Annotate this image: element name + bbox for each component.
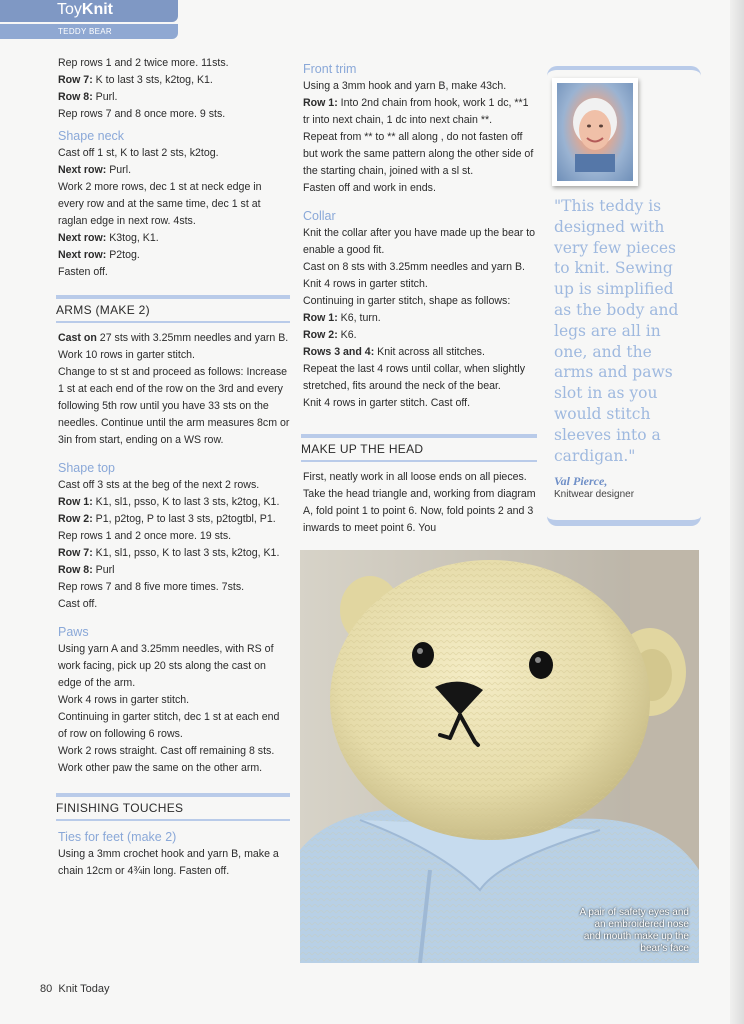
instruction-label: Next row: (58, 249, 107, 261)
instruction-line (58, 545, 290, 562)
instruction-text: Using a 3mm hook and yarn B, make 43ch. (303, 80, 507, 92)
instruction-text: Cast on 8 sts with 3.25mm needles and yarn B. (303, 261, 525, 273)
instruction-line (303, 259, 537, 276)
instruction-line (303, 469, 537, 537)
instruction-text: Fasten off. (58, 266, 108, 278)
instruction-text: Rep rows 1 and 2 twice more. 11sts. (58, 57, 229, 69)
instruction-line (303, 78, 537, 95)
instruction-label: Next row: (58, 232, 107, 244)
instruction-text: K to last 3 sts, k2tog, K1. (92, 74, 213, 86)
instruction-text: Repeat from ** to ** all along , do not fasten off but work the same pattern along the other side of the starting chain, joined with a sl st. (303, 131, 534, 177)
instruction-line (58, 89, 290, 106)
instruction-line (58, 709, 290, 743)
instruction-text: K6, turn. (337, 312, 381, 324)
instruction-text: Work 10 rows in garter stitch. (58, 349, 195, 361)
instruction-text: Using yarn A and 3.25mm needles, with RS of work facing, pick up 20 sts along the cast on edge of the arm. (58, 643, 274, 689)
designer-quote: "This teddy is designed with very few pieces to knit. Sewing up is simplified as the body and legs are all in one, and the arms and paws slot in as you would stitch sleeves into a cardigan." (554, 197, 679, 465)
designer-photo (552, 78, 638, 186)
shape-top-heading: Shape top (58, 461, 115, 475)
designer-name: Val Pierce, (554, 474, 608, 488)
instruction-text: K1, sl1, psso, K to last 3 sts, k2tog, K1. (92, 547, 280, 559)
instruction-text: Cast off 1 st, K to last 2 sts, k2tog. (58, 147, 219, 159)
instruction-label: Row 1: (58, 496, 93, 508)
instruction-line (58, 72, 290, 89)
instruction-line (58, 230, 290, 247)
instruction-line (58, 494, 290, 511)
instruction-text: K6. (337, 329, 357, 341)
instruction-line (303, 361, 537, 395)
instruction-line (58, 330, 290, 347)
collar-heading: Collar (303, 209, 336, 223)
magazine-name: Knit Today (58, 983, 110, 995)
instruction-text: Repeat the last 4 rows until collar, when slightly stretched, fits around the neck of the bear. (303, 363, 525, 392)
instruction-text: Knit 4 rows in garter stitch. (303, 278, 428, 290)
instruction-line (58, 347, 290, 364)
instruction-text: Cast off 3 sts at the beg of the next 2 rows. (58, 479, 260, 491)
page-gutter-shadow (730, 0, 744, 1024)
page-number: 80 (40, 983, 53, 995)
instruction-text: Continuing in garter stitch, dec 1 st at each end of row on following 6 rows. (58, 711, 280, 740)
instruction-text: P2tog. (106, 249, 140, 261)
instruction-text: K3tog, K1. (106, 232, 159, 244)
instruction-text: Work 4 rows in garter stitch. (58, 694, 190, 706)
instruction-line (303, 276, 537, 293)
head-section-heading: MAKE UP THE HEAD (301, 434, 537, 462)
shape-neck-heading: Shape neck (58, 129, 125, 143)
instruction-text: Work 2 more rows, dec 1 st at neck edge in every row and at the same time, dec 1 st at raglan edge in next row. 4sts. (58, 181, 262, 227)
instruction-line (303, 129, 537, 180)
head-block (303, 469, 537, 537)
shape-top-block (58, 477, 290, 613)
instruction-line (58, 562, 290, 579)
instruction-line (303, 180, 537, 197)
teddy-bear-illustration (300, 550, 699, 963)
instruction-line (303, 293, 537, 310)
brand-light: Toy (57, 1, 82, 18)
instruction-text: Purl (92, 564, 115, 576)
instruction-line (58, 247, 290, 264)
instruction-text: Knit across all stitches. (374, 346, 485, 358)
instruction-line (58, 264, 290, 281)
paws-heading: Paws (58, 625, 89, 639)
instruction-text: Rep rows 7 and 8 once more. 9 sts. (58, 108, 226, 120)
instruction-label: Row 8: (58, 564, 93, 576)
instruction-label: Row 7: (58, 74, 93, 86)
front-trim-block (303, 78, 537, 197)
instruction-text: Work 2 rows straight. Cast off remaining 8 sts. (58, 745, 275, 757)
instruction-line (58, 846, 290, 880)
instruction-label: Next row: (58, 164, 107, 176)
instruction-line (58, 528, 290, 545)
instruction-label: Row 7: (58, 547, 93, 559)
teddy-bear-photo (300, 550, 699, 963)
instruction-line (303, 225, 537, 259)
instruction-line (58, 743, 290, 760)
instruction-text: 27 sts with 3.25mm needles and yarn B. (96, 332, 289, 344)
arms-section-heading: ARMS (MAKE 2) (56, 295, 290, 323)
instruction-line (58, 760, 290, 777)
instruction-text: K1, sl1, psso, K to last 3 sts, k2tog, K1. (92, 496, 280, 508)
instruction-line (58, 511, 290, 528)
photo-caption: A pair of safety eyes and an embroidered nose and mouth make up the bear's face (579, 907, 689, 954)
shape-neck-block (58, 145, 290, 281)
instruction-line (58, 364, 290, 449)
instruction-text: Cast off. (58, 598, 98, 610)
instruction-line (303, 395, 537, 412)
instruction-line (58, 162, 290, 179)
finishing-section-heading: FINISHING TOUCHES (56, 793, 290, 821)
instruction-text: Knit the collar after you have made up the bear to enable a good fit. (303, 227, 536, 256)
instruction-line (58, 692, 290, 709)
instruction-label: Row 8: (58, 91, 93, 103)
instruction-text: Into 2nd chain from hook, work 1 dc, **1 tr into next chain, 1 dc into next chain **. (303, 97, 529, 126)
instruction-line (58, 596, 290, 613)
instruction-line (58, 579, 290, 596)
instruction-line (303, 344, 537, 361)
instruction-text: Work other paw the same on the other arm. (58, 762, 263, 774)
intro-block (58, 55, 290, 123)
instruction-label: Rows 3 and 4: (303, 346, 375, 358)
designer-role: Knitwear designer (554, 489, 635, 500)
instruction-line (303, 327, 537, 344)
column-left (58, 55, 290, 880)
instruction-text: Change to st st and proceed as follows: Increase 1 st at each end of the row on the 3rd and every following 5th row until you have 33 sts on the needles. Continue until the arm measures 8cm or 3in from start, ending on a WS row. (58, 366, 290, 446)
instruction-line (303, 310, 537, 327)
instruction-line (58, 106, 290, 123)
ties-block (58, 846, 290, 880)
instruction-text: Continuing in garter stitch, shape as follows: (303, 295, 511, 307)
instruction-text: Purl. (106, 164, 132, 176)
instruction-label: Row 2: (58, 513, 93, 525)
instruction-label: Row 1: (303, 97, 338, 109)
instruction-label: Cast on (58, 332, 97, 344)
brand-bold: Knit (81, 1, 114, 18)
page-footer (40, 983, 110, 995)
instruction-line (58, 477, 290, 494)
designer-portrait-icon (565, 92, 625, 172)
instruction-line (303, 95, 537, 129)
arms-block (58, 330, 290, 449)
instruction-text: Rep rows 1 and 2 once more. 19 sts. (58, 530, 232, 542)
instruction-text: First, neatly work in all loose ends on all pieces. Take the head triangle and, working from diagram A, fold point 1 to point 6. Now, fold points 2 and 3 inwards to meet point 6. You (303, 471, 536, 534)
instruction-text: Knit 4 rows in garter stitch. Cast off. (303, 397, 471, 409)
instruction-line (58, 179, 290, 230)
ties-heading: Ties for feet (make 2) (58, 830, 177, 844)
instruction-label: Row 1: (303, 312, 338, 324)
instruction-line (58, 55, 290, 72)
instruction-line (58, 641, 290, 692)
collar-block (303, 225, 537, 412)
paws-block (58, 641, 290, 777)
header-section-tab: TEDDY BEAR (0, 24, 178, 39)
instruction-text: P1, p2tog, P to last 3 sts, p2togtbl, P1. (92, 513, 276, 525)
instruction-text: Fasten off and work in ends. (303, 182, 436, 194)
header-brand-tab (0, 0, 178, 22)
instruction-line (58, 145, 290, 162)
instruction-text: Rep rows 7 and 8 five more times. 7sts. (58, 581, 245, 593)
instruction-text: Purl. (92, 91, 118, 103)
instruction-text: Using a 3mm crochet hook and yarn B, make a chain 12cm or 4¾in long. Fasten off. (58, 848, 279, 877)
column-middle (303, 60, 537, 537)
front-trim-heading: Front trim (303, 62, 357, 76)
instruction-label: Row 2: (303, 329, 338, 341)
